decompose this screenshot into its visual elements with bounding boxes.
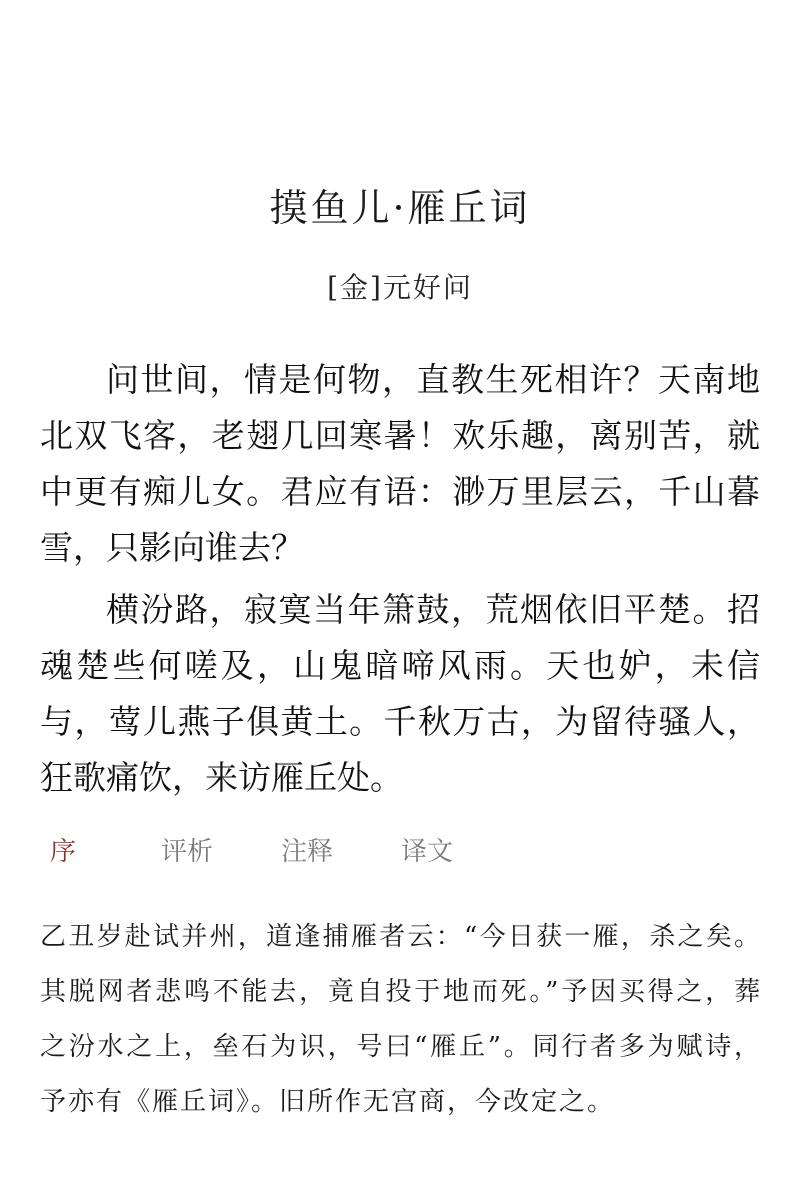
poem-stanza-2: 横汾路，寂寞当年箫鼓，荒烟依旧平楚。招魂楚些何嗟及，山鬼暗啼风雨。天也妒，未信与，莺儿燕子俱黄土。千秋万古，为留待骚人，狂歌痛饮，来访雁丘处。 bbox=[40, 590, 760, 797]
content-tabs bbox=[50, 830, 453, 874]
tab-preface[interactable]: 序 bbox=[50, 837, 77, 867]
tab-translation[interactable]: 译文 bbox=[401, 837, 454, 867]
poem-author: [金]元好问 bbox=[327, 271, 473, 304]
tab-annotations[interactable]: 注释 bbox=[281, 837, 334, 867]
poem-stanza-1: 问世间，情是何物，直教生死相许？天南地北双飞客，老翅几回寒暑！欢乐趣，离别苦，就中更有痴儿女。君应有语：渺万里层云，千山暮雪，只影向谁去？ bbox=[40, 360, 760, 567]
preface-section bbox=[40, 910, 762, 1130]
tab-analysis[interactable]: 评析 bbox=[161, 837, 214, 867]
preface-text: 乙丑岁赴试并州，道逢捕雁者云：“今日获一雁，杀之矣。其脱网者悲鸣不能去，竟自投于地而死。”予因买得之，葬之汾水之上，垒石为识，号曰“雁丘”。同行者多为赋诗，予亦有《雁丘词》。旧所作无宫商，今改定之。 bbox=[40, 922, 762, 1117]
poem-title: 摸鱼儿·雁丘词 bbox=[269, 186, 531, 230]
poem-body bbox=[40, 352, 760, 812]
